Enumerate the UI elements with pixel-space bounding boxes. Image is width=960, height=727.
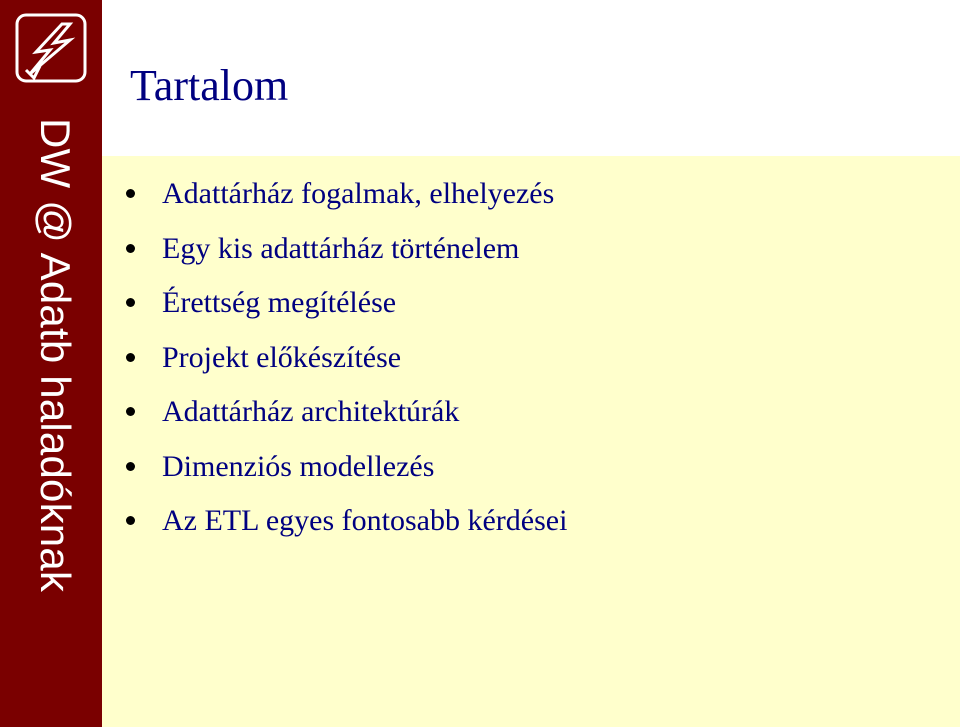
slide-title: Tartalom bbox=[130, 61, 289, 110]
bullet-item bbox=[124, 285, 567, 340]
lightning-logo-icon bbox=[14, 12, 88, 84]
sidebar bbox=[0, 0, 102, 727]
content-area bbox=[102, 156, 960, 727]
bullet-text: Az ETL egyes fontosabb kérdései bbox=[162, 504, 568, 537]
bullet-item bbox=[124, 394, 567, 449]
bullet-text: Dimenziós modellezés bbox=[162, 449, 435, 483]
bullet-dot-icon bbox=[126, 353, 135, 362]
bullet-text: Projekt előkészítése bbox=[162, 340, 402, 374]
bullet-text: Adattárház fogalmak, elhelyezés bbox=[162, 177, 555, 210]
bullet-list bbox=[124, 176, 567, 558]
bullet-item bbox=[124, 176, 567, 231]
bullet-dot-icon bbox=[126, 462, 135, 471]
bullet-item bbox=[124, 340, 567, 395]
bullet-text: Egy kis adattárház történelem bbox=[162, 231, 520, 265]
bullet-dot-icon bbox=[126, 298, 135, 307]
bullet-text: Érettség megítélése bbox=[162, 286, 397, 319]
bullet-item bbox=[124, 503, 567, 558]
bullet-item bbox=[124, 449, 567, 504]
sidebar-vertical-text: DW @ Adatb haladóknak bbox=[32, 118, 79, 593]
bullet-text: Adattárház architektúrák bbox=[162, 395, 460, 428]
bullet-item bbox=[124, 231, 567, 286]
bullet-dot-icon bbox=[126, 516, 135, 525]
bullet-dot-icon bbox=[126, 189, 135, 198]
bullet-dot-icon bbox=[126, 407, 135, 416]
bullet-dot-icon bbox=[126, 244, 135, 253]
